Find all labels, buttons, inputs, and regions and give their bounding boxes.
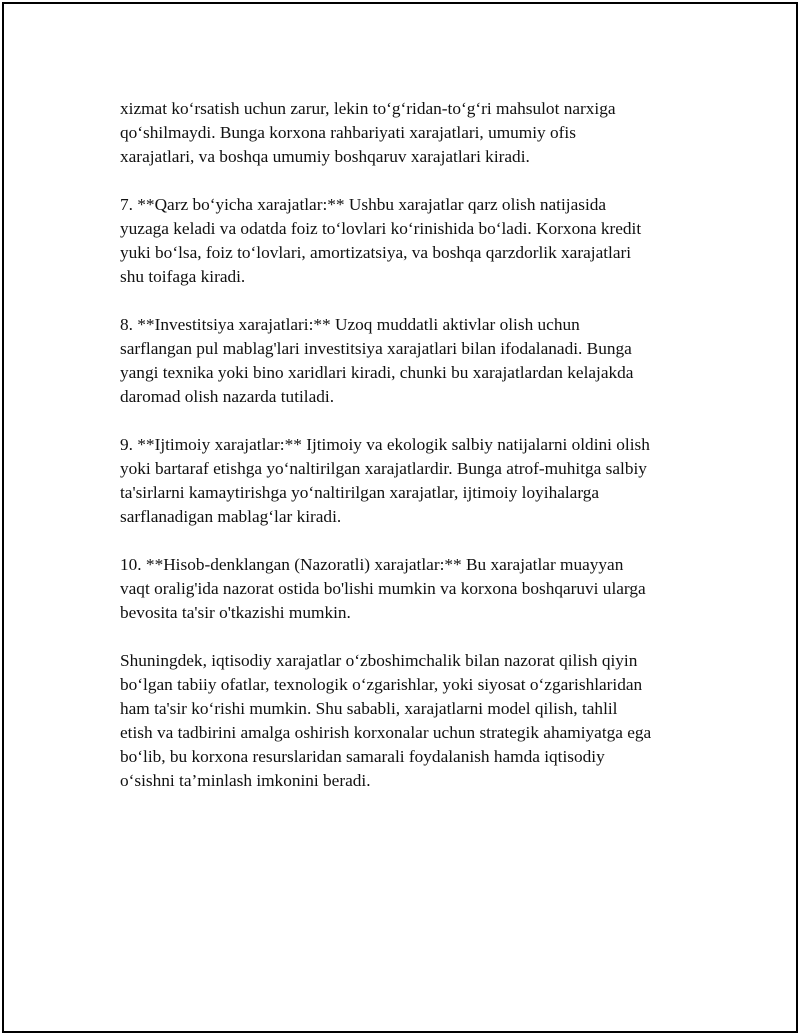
page-frame	[2, 2, 798, 1033]
paragraph-intro-continuation: xizmat ko‘rsatish uchun zarur, lekin to‘g‘ridan-to‘g‘ri mahsulot narxiga qo‘shilmaydi. Bunga korxona rahbariyati xarajatlari, umumiy ofis xarajatlari, va boshqa umumiy boshqaruv xarajatlari kiradi.	[120, 99, 616, 166]
paragraph-item-10: 10. **Hisob-denklangan (Nazoratli) xarajatlar:** Bu xarajatlar muayyan vaqt oralig'ida nazorat ostida bo'lishi mumkin va korxona boshqaruvi ularga bevosita ta'sir o'tkazishi mumkin.	[120, 555, 646, 622]
paragraph-item-9: 9. **Ijtimoiy xarajatlar:** Ijtimoiy va ekologik salbiy natijalarni oldini olish yoki bartaraf etishga yo‘naltirilgan xarajatlardir. Bunga atrof-muhitga salbiy ta'sirlarni kamaytirishga yo‘naltirilgan xarajatlar, ijtimoiy loyihalarga sarflanadigan mablag‘lar kiradi.	[120, 435, 650, 526]
paragraph-item-8: 8. **Investitsiya xarajatlari:** Uzoq muddatli aktivlar olish uchun sarflangan pul mablag'lari investitsiya xarajatlari bilan ifodalanadi. Bunga yangi texnika yoki bino xaridlari kiradi, chunki bu xarajatlardan kelajakda daromad olish nazarda tutiladi.	[120, 315, 634, 406]
document-body	[120, 97, 700, 817]
paragraph-conclusion: Shuningdek, iqtisodiy xarajatlar o‘zboshimchalik bilan nazorat qilish qiyin bo‘lgan tabiiy ofatlar, texnologik o‘zgarishlar, yoki siyosat o‘zgarishlaridan ham ta'sir ko‘rishi mumkin. Shu sababli, xarajatlarni model qilish, tahlil etish va tadbirini amalga oshirish korxonalar uchun strategik ahamiyatga ega bo‘lib, bu korxona resurslaridan samarali foydalanish hamda iqtisodiy o‘sishni ta’minlash imkonini beradi.	[120, 651, 652, 790]
paragraph-item-7: 7. **Qarz bo‘yicha xarajatlar:** Ushbu xarajatlar qarz olish natijasida yuzaga keladi va odatda foiz to‘lovlari ko‘rinishida bo‘ladi. Korxona kredit yuki bo‘lsa, foiz to‘lovlari, amortizatsiya, va boshqa qarzdorlik xarajatlari shu toifaga kiradi.	[120, 195, 642, 286]
